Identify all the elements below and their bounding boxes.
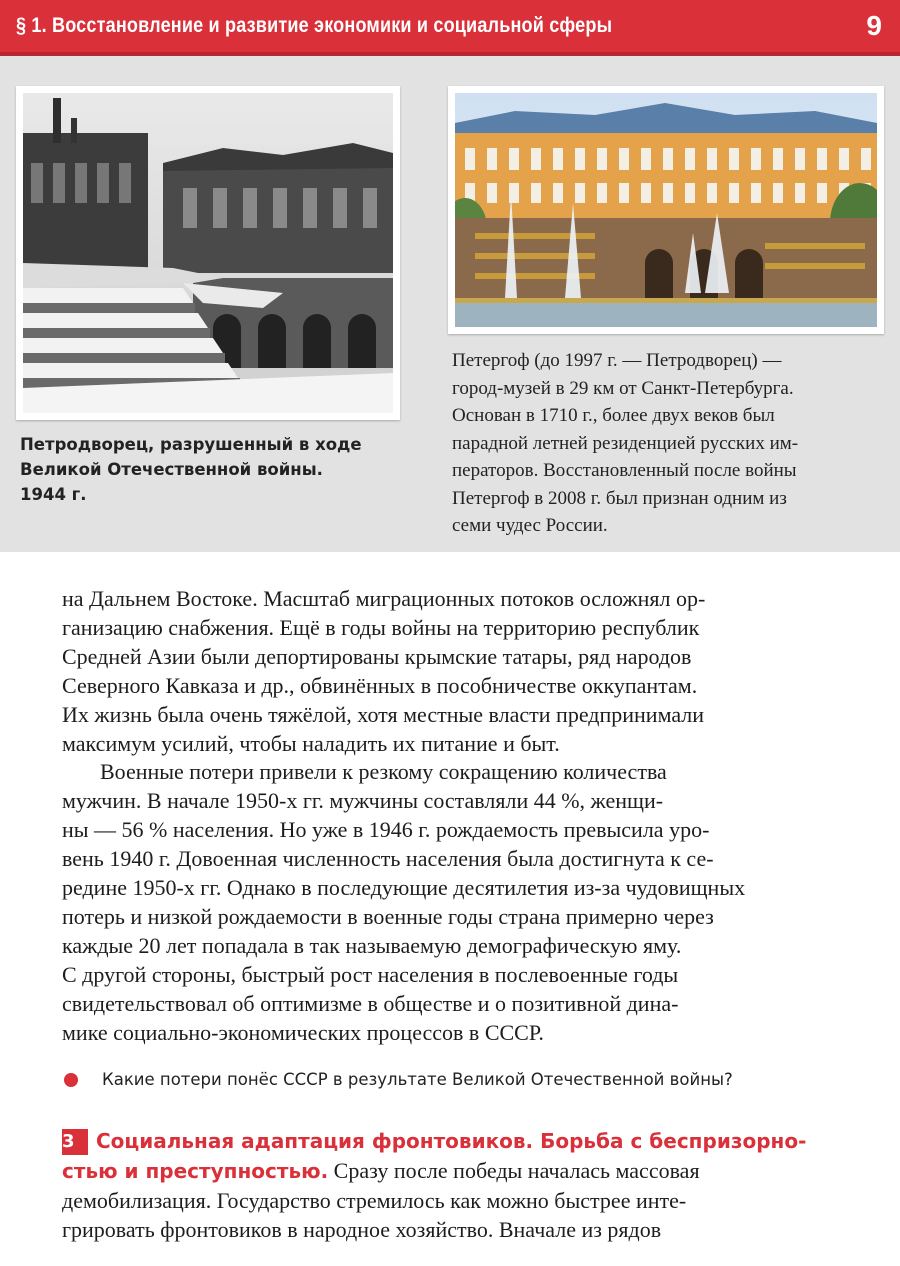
peterhof-photo	[448, 86, 884, 334]
section-number-badge: 3	[62, 1129, 88, 1155]
page-header	[0, 0, 900, 56]
bullet-dot-icon	[64, 1073, 78, 1087]
main-text	[62, 585, 838, 1048]
section-text: Сразу после победы началась массовая демобилизация. Государство стремилось как можно быстрее инте- грировать фронтовиков в народное хозяйство. Вначале из рядов	[62, 1158, 700, 1242]
ruined-palace-caption: Петродворец, разрушенный в ходе Великой Отечественной войны. 1944 г.	[20, 435, 362, 504]
ruined-palace-photo	[16, 86, 400, 420]
chapter-title: § 1. Восстановление и развитие экономики и социальной сферы	[16, 14, 613, 37]
ruined-palace-image	[23, 93, 393, 413]
question-text: Какие потери понёс СССР в результате Великой Отечественной войны?	[102, 1070, 733, 1089]
paragraph-2: Военные потери привели к резкому сокращению количества мужчин. В начале 1950-х гг. мужчины составляли 44 %, женщи- ны — 56 % населения. Но уже в 1946 г. рождаемость превысила уро- вень 1940 г. Довоенная численность населения была достигнута к се- редине 1950-х гг. Однако в последующие десятилетия из-за чудовищных потерь и низкой рождаемости в военные годы страна примерно через каждые 20 лет попадала в так называемую демографическую яму. С другой стороны, быстрый рост населения в послевоенные годы свидетельствовал об оптимизме в обществе и о позитивной дина- мике социально-экономических процессов в СССР.	[62, 759, 746, 1045]
peterhof-caption: Петергоф (до 1997 г. — Петродворец) — город-музей в 29 км от Санкт-Петербурга. Основан в 1710 г., более двух веков был парадной летней резиденцией русских им- ператоров. Восстановленный после войны Петергоф в 2008 г. был признан одним из семи чудес России.	[452, 350, 799, 536]
section-3	[62, 1126, 838, 1244]
peterhof-image	[455, 93, 877, 327]
section-heading-line: Социальная адаптация фронтовиков. Борьба с беспризорно- стью и преступностью.	[62, 1129, 807, 1183]
page-number: 9	[866, 10, 882, 41]
paragraph-1: на Дальнем Востоке. Масштаб миграционных потоков осложнял ор- ганизацию снабжения. Ещё в годы войны на территорию республик Средней Азии были депортированы крымские татары, ряд народов Северного Кавказа и др., обвинённых в пособничестве оккупантам. Их жизнь была очень тяжёлой, хотя местные власти предпринимали максимум усилий, чтобы наладить их питание и быт.	[62, 586, 706, 756]
